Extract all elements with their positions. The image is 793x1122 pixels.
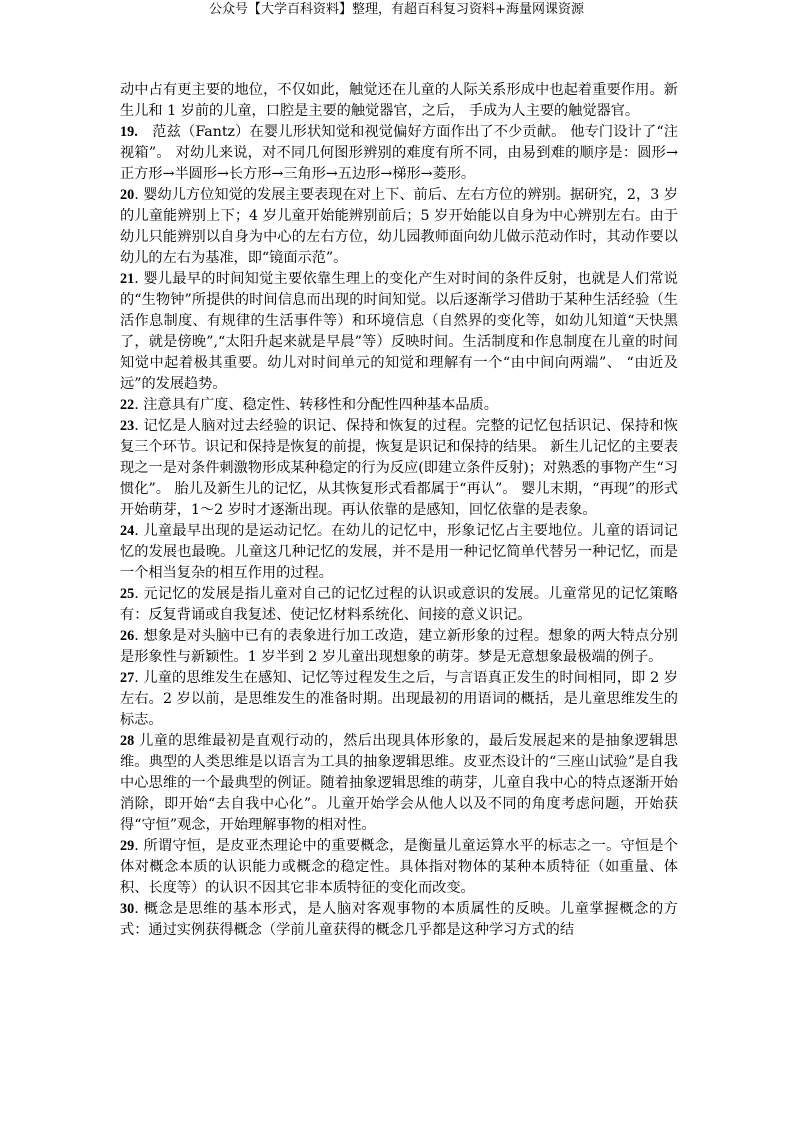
document-body [120,80,678,941]
paragraph-text: 范兹（Fantz）在婴儿形状知觉和视觉偏好方面作出了不少贡献。 他专门设计了“注视箱”。 对幼儿来说，对不同几何图形辨别的难度有所不同，由易到难的顺序是：圆形→正方形→半圆形→长方形→三角形→五边形→梯形→菱形。 [120,124,678,182]
paragraph [120,668,678,731]
paragraph [120,731,678,836]
item-number: 24 [120,523,135,539]
paragraph-text: . 注意具有广度、稳定性、转移性和分配性四种基本品质。 [134,397,498,413]
paragraph [120,899,678,941]
paragraph-text: . 儿童最早出现的是运动记忆。在幼儿的记忆中，形象记忆占主要地位。儿童的语词记忆的发展也最晚。儿童这几种记忆的发展，并不是用一种记忆简单代替另一种记忆，而是一个相当复杂的相互作用的过程。 [120,523,678,581]
paragraph-text: . 想象是对头脑中已有的表象进行加工改造，建立新形象的过程。想象的两大特点分别是形象性与新颖性。1 岁半到 2 岁儿童出现想象的萌芽。梦是无意想象最极端的例子。 [120,628,678,665]
paragraph-text: 儿童的思维最初是直观行动的，然后出现具体形象的，最后发展起来的是抽象逻辑思维。典型的人类思维是以语言为工具的抽象逻辑思维。皮亚杰设计的“三座山试验”是自我中心思维的一个最典型的例证。随着抽象逻辑思维的萌芽，儿童自我中心的特点逐渐开始消除，即开始“去自我中心化”。儿童开始学会从他人以及不同的角度考虑问题，开始获得“守恒”观念，开始理解事物的相对性。 [120,733,678,833]
item-number: 22 [120,397,135,413]
paragraph-text: . 婴儿最早的时间知觉主要依靠生理上的变化产生对时间的条件反射，也就是人们常说的“生物钟”所提供的时间信息而出现的时间知觉。以后逐渐学习借助于某种生活经验（生活作息制度、有规律的生活事件等）和环境信息（自然界的变化等，如幼儿知道“天快黑了，就是傍晚”,“太阳升起来就是早晨”等）反映时间。生活制度和作息制度在儿童的时间知觉中起着极其重要。幼儿对时间单元的知觉和理解有一个“由中间向两端”、 “由近及远”的发展趋势。 [120,271,678,392]
paragraph [120,836,678,899]
paragraph-text: . 元记忆的发展是指儿童对自己的记忆过程的认识或意识的发展。儿童常见的记忆策略有：反复背诵或自我复述、使记忆材料系统化、间接的意义识记。 [120,586,678,623]
page-header [0,0,793,24]
item-number: 30 [120,901,135,917]
item-number: 29 [120,838,135,854]
paragraph [120,416,678,521]
paragraph-text: 动中占有更主要的地位，不仅如此，触觉还在儿童的人际关系形成中也起着重要作用。新生儿和 1 岁前的儿童，口腔是主要的触觉器官，之后， 手成为人主要的触觉器官。 [120,82,678,119]
item-number: 27 [120,670,135,686]
item-number: 21 [120,271,135,287]
item-number: 26 [120,628,135,644]
paragraph-text: . 所谓守恒，是皮亚杰理论中的重要概念，是衡量儿童运算水平的标志之一。守恒是个体对概念本质的认识能力或概念的稳定性。具体指对物体的某种本质特征（如重量、体积、长度等）的认识不因其它非本质特征的变化而改变。 [120,838,678,896]
paragraph [120,626,678,668]
paragraph [120,584,678,626]
item-number: 19. [120,124,138,140]
paragraph-text: . 儿童的思维发生在感知、记忆等过程发生之后，与言语真正发生的时间相同，即 2 岁左右。2 岁以前，是思维发生的准备时期。出现最初的用语词的概括，是儿童思维发生的标志。 [120,670,678,728]
paragraph [120,122,678,185]
paragraph-text: . 记忆是人脑对过去经验的识记、保持和恢复的过程。完整的记忆包括识记、保持和恢复三个环节。识记和保持是恢复的前提，恢复是识记和保持的结果。 新生儿记忆的主要表现之一是对条件刺激物形成某种稳定的行为反应(即建立条件反射)；对熟悉的事物产生“习惯化”。 胎儿及新生儿的记忆，从其恢复形式看都属于“再认”。 婴儿末期，“再现”的形式开始萌芽，1～2 岁时才逐渐出现。再认依靠的是感知，回忆依靠的是表象。 [120,418,678,518]
paragraph [120,80,678,122]
paragraph [120,185,678,269]
item-number: 20 [120,187,135,203]
item-number: 23 [120,418,135,434]
item-number: 25 [120,586,135,602]
paragraph-text: . 概念是思维的基本形式，是人脑对客观事物的本质属性的反映。儿童掌握概念的方式：通过实例获得概念（学前儿童获得的概念几乎都是这种学习方式的结 [120,901,678,938]
paragraph [120,395,678,416]
header-text: 公众号【大学百科资料】整理，有超百科复习资料+海量网课资源 [209,2,584,17]
paragraph-text: . 婴幼儿方位知觉的发展主要表现在对上下、前后、左右方位的辨别。据研究，2，3 岁的儿童能辨别上下；4 岁儿童开始能辨别前后；5 岁开始能以自身为中心辨别左右。由于幼儿只能辨别以自身为中心的左右方位，幼儿园教师面向幼儿做示范动作时，其动作要以幼儿的左右为基准，即“镜面示范”。 [120,187,678,266]
paragraph [120,269,678,395]
item-number: 28 [120,733,135,749]
paragraph [120,521,678,584]
